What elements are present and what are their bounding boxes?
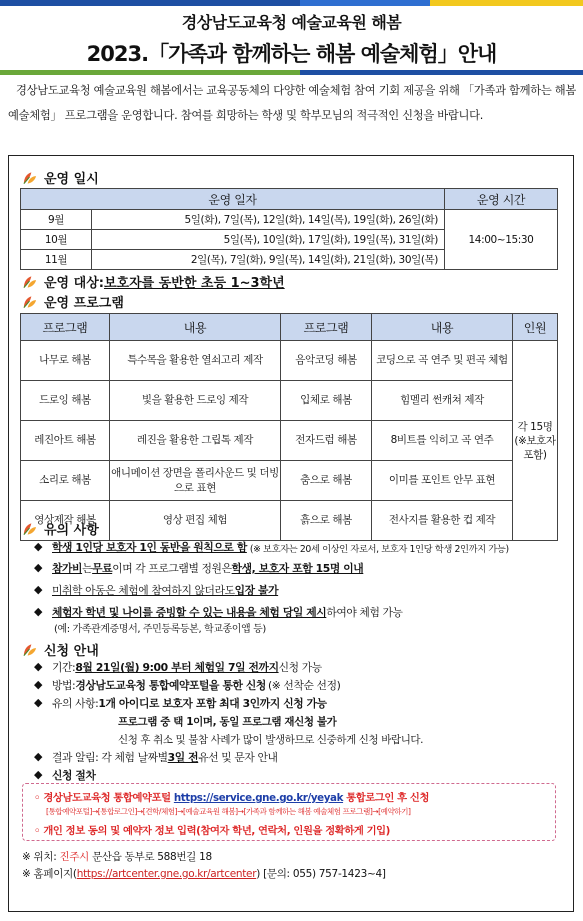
top-color-bar [0, 0, 583, 6]
note-1: ◆ 학생 1인당 보호자 1인 동반을 원칙으로 함 (※ 보호자는 20세 이상인 자로서, 보호자 1인당 학생 2인까지 가능) [34, 540, 509, 555]
diamond-icon: ◆ [34, 561, 43, 574]
diamond-icon: ◆ [34, 678, 43, 691]
org-name: 경상남도교육청 예술교육원 해봄 [181, 13, 402, 32]
col-date: 운영 일자 [21, 189, 445, 210]
table-row: 드로잉 해봄 빛을 활용한 드로잉 제작 입체로 해봄 힘멜리 썬캐쳐 제작 [21, 381, 558, 421]
table-row: 레진아트 해봄 레진을 활용한 그립톡 제작 전자드럼 해봄 8비트를 익히고 곡 연주 [21, 421, 558, 461]
procedure-step-1: ◦ 경상남도교육청 통합예약포털 https://service.gne.go.kr/yeyak 통합로그인 후 신청 [34, 792, 429, 804]
section-program [22, 292, 124, 311]
apply-caution-2: 프로그램 중 택 1이며, 동일 프로그램 재신청 불가 [118, 716, 337, 728]
procedure-path: [통합예약포털]→[통합로그인]→[견학/체험]→[예술교육원 해봄]→[가족과 함께하는 해봄 예술체험 프로그램]→[예약하기] [46, 807, 411, 816]
program-table: 프로그램 내용 프로그램 내용 인원 나무로 해봄 특수목을 활용한 열쇠고리 제작 음악코딩 해봄 코딩으로 곡 연주 및 편곡 체험 각 15명 (※보호자 포함) 드로잉 해봄 빛을 활용한 드로잉 제작 입체로 해봄 힘멜리 썬캐쳐 제작 레진아트 해봄 레진을 활용한 그립톡 제작 전자드럼 해봄 8비트를 익히고 곡 연주 소리로 해봄 애니메이션 장면을 폴리사운드 및 더빙으로 표현 춤으로 해봄 이미를 포인트 안무 표현 영상제작 해봄 영상 편집 체험 흙으로 해봄 전사지를 활용한 컵 제작 [20, 313, 558, 541]
program-heading: 운영 프로그램 [44, 296, 124, 311]
bottom-color-bar [0, 70, 583, 75]
leaf-icon [22, 643, 37, 657]
apply-period: ◆ 기간: 8월 21일(월) 9:00 부터 체험일 7일 전까지 신청 가능 [34, 660, 322, 674]
diamond-icon: ◆ [34, 696, 43, 709]
leaf-icon [22, 522, 37, 536]
procedure-step-2: ◦ 개인 정보 동의 및 예약자 정보 입력(참여자 학년, 연락처, 인원을 정확하게 기입) [34, 825, 390, 837]
apply-caution: ◆ 유의 사항: 1개 아이디로 보호자 포함 최대 3인까지 신청 가능 [34, 696, 327, 710]
table-row: 소리로 해봄 애니메이션 장면을 폴리사운드 및 더빙으로 표현 춤으로 해봄 이미를 포인트 안무 표현 [21, 461, 558, 501]
footer-homepage: ※ 홈페이지(https://artcenter.gne.go.kr/artcenter) [문의: 055) 757-1423~4] [22, 868, 386, 880]
footer-location: ※ 위치: 진주시 문산읍 동부로 588번길 18 [22, 851, 212, 863]
note-3: ◆ 미취학 아동은 체험에 참여하지 않더라도 입장 불가 [34, 583, 279, 597]
diamond-icon: ◆ [34, 605, 43, 618]
table-row: 11월 2일(목), 7일(화), 9일(목), 14일(화), 21일(화), 30일(목) [21, 250, 558, 270]
diamond-icon: ◆ [34, 768, 43, 781]
notes-heading: 유의 사항 [44, 523, 99, 538]
diamond-icon: ◆ [34, 540, 43, 553]
section-apply [22, 640, 99, 659]
schedule-table [20, 188, 558, 270]
col-time: 운영 시간 [445, 189, 558, 210]
apply-result: ◆ 결과 알림: 각 체험 날짜별 3일 전 유선 및 문자 안내 [34, 750, 278, 764]
section-schedule [22, 168, 99, 187]
diamond-icon: ◆ [34, 750, 43, 763]
apply-procedure: ◆ 신청 절차 [34, 768, 96, 782]
apply-heading: 신청 안내 [44, 644, 99, 659]
table-row: 영상제작 해봄 영상 편집 체험 흙으로 해봄 전사지를 활용한 컵 제작 [21, 501, 558, 541]
table-row: 나무로 해봄 특수목을 활용한 열쇠고리 제작 음악코딩 해봄 코딩으로 곡 연주 및 편곡 체험 각 15명 (※보호자 포함) [21, 341, 558, 381]
leaf-icon [22, 295, 37, 309]
page-title: 2023.「가족과 함께하는 해봄 예술체험」안내 [86, 42, 497, 66]
apply-method: ◆ 방법: 경상남도교육청 통합예약포털을 통한 신청 (※ 선착순 선정) [34, 678, 341, 692]
leaf-icon [22, 275, 37, 289]
note-4-example: (예: 가족관계증명서, 주민등록등본, 학교종이앱 등) [54, 624, 266, 635]
diamond-icon: ◆ [34, 660, 43, 673]
capacity-cell: 각 15명 (※보호자 포함) [513, 341, 558, 541]
homepage-link[interactable]: https://artcenter.gne.go.kr/artcenter [76, 868, 257, 880]
intro-text: 경상남도교육청 예술교육원 해봄에서는 교육공동체의 다양한 예술체험 참여 기회 제공을 위해 「가족과 함께하는 해봄 예술체험」 프로그램을 운영합니다. 참여를 희망하는 학생 및 학부모님의 적극적인 신청을 바랍니다. [8, 84, 576, 122]
portal-link[interactable]: https://service.gne.go.kr/yeyak [173, 792, 344, 804]
time-cell: 14:00~15:30 [445, 210, 558, 270]
table-row: 9월 5일(화), 7일(목), 12일(화), 14일(목), 19일(화), 26일(화) 14:00~15:30 [21, 210, 558, 230]
note-4: ◆ 체험자 학년 및 나이를 증빙할 수 있는 내용을 체험 당일 제시 하여야 체험 가능 [34, 605, 403, 619]
diamond-icon: ◆ [34, 583, 43, 596]
table-row: 10월 5일(목), 10일(화), 17일(화), 19일(목), 31일(화) [21, 230, 558, 250]
note-2: ◆ 참가비 는 무료 이며 각 프로그램별 정원은 학생, 보호자 포함 15명 이내 [34, 561, 364, 575]
target-value: 보호자를 동반한 초등 1~3학년 [103, 276, 285, 291]
apply-caution-3: 신청 후 취소 및 불참 사례가 많이 발생하므로 신중하게 신청 바랍니다. [118, 734, 424, 746]
section-target: 운영 대상: 보호자를 동반한 초등 1~3학년 [22, 272, 285, 291]
leaf-icon [22, 171, 37, 185]
section-notes [22, 519, 99, 538]
schedule-heading: 운영 일시 [44, 172, 99, 187]
